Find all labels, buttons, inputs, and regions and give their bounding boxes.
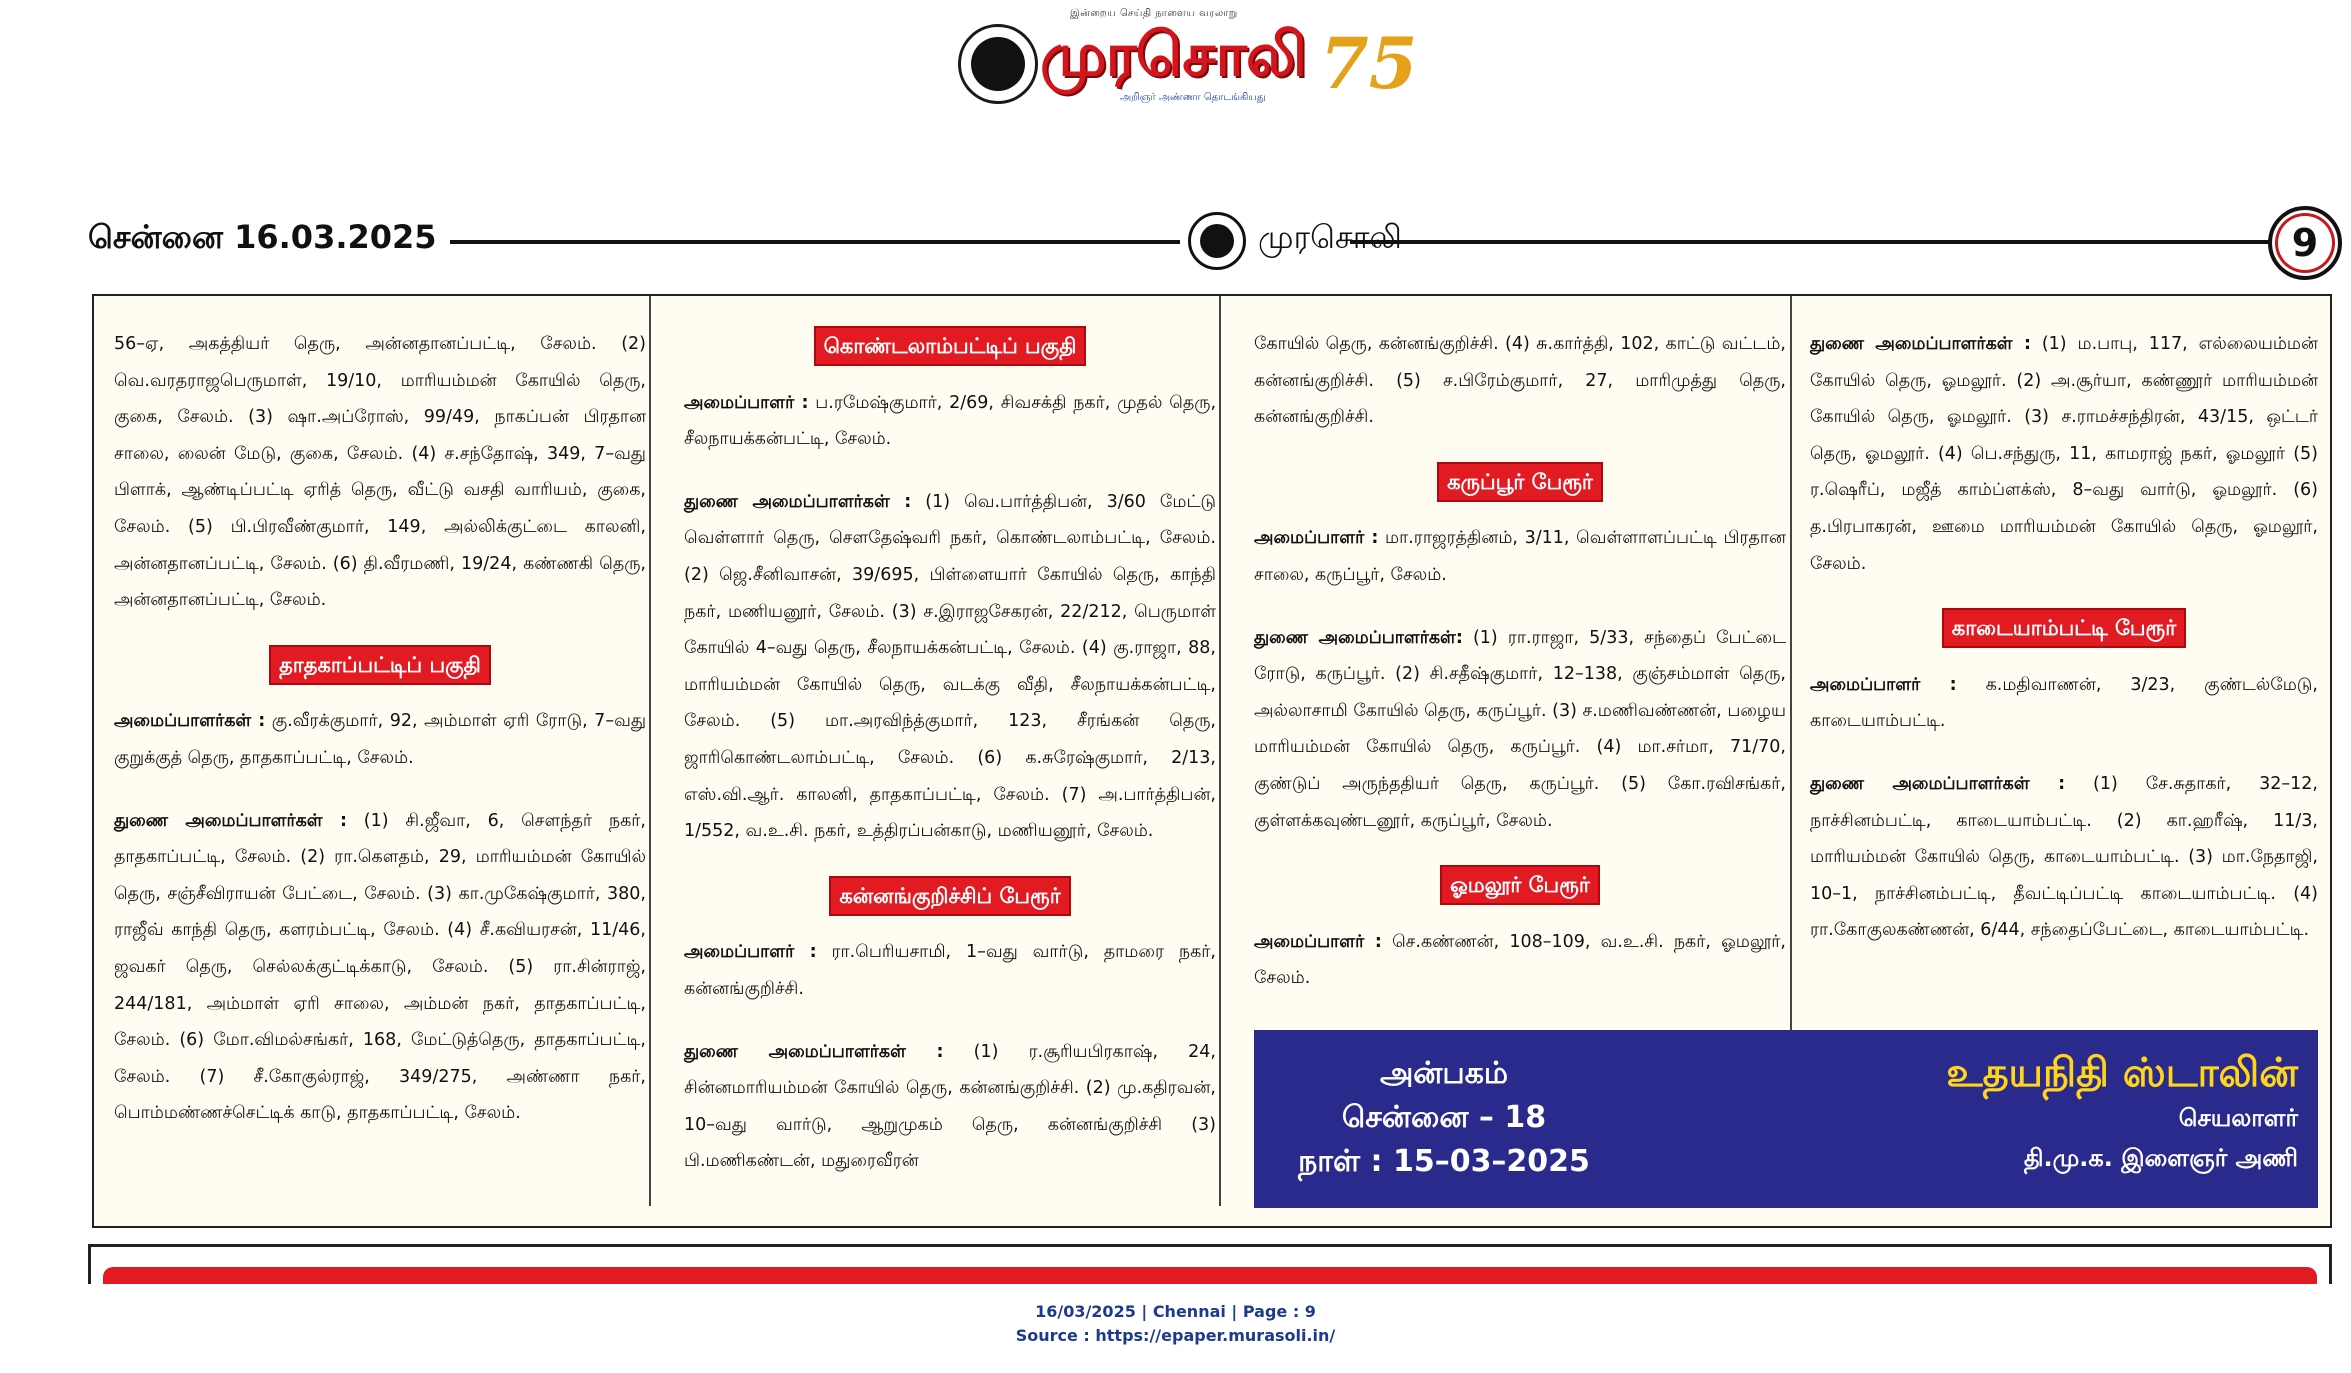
page-number-badge: 9 [2268, 206, 2342, 280]
section-heading-text: கொண்டலாம்பட்டிப் பகுதி [814, 326, 1087, 366]
section-heading [1254, 865, 1786, 906]
section-heading-text: காடையாம்பட்டி பேரூர் [1942, 608, 2186, 648]
role-text: ப.ரமேஷ்குமார், 2/69, சிவசக்தி நகர், முதல் தெரு, சீலநாயக்கன்பட்டி, சேலம். [684, 392, 1217, 450]
masthead-subline: அறிஞர் அண்ணா தொடங்கியது [1120, 92, 1266, 103]
paragraph [1810, 766, 2318, 949]
paragraph [114, 803, 646, 1132]
role-label: அமைப்பாளர் : [1810, 674, 1957, 695]
role-label: அமைப்பாளர் : [684, 392, 809, 413]
paragraph [1254, 924, 1786, 997]
section-heading [114, 645, 646, 686]
column-4 [1810, 326, 2318, 975]
role-text: மா.ராஜரத்தினம், 3/11, வெள்ளாளப்பட்டி பிரதான சாலை, கருப்பூர், சேலம். [1254, 528, 1786, 585]
role-label: துணை அமைப்பாளர்கள் : [684, 491, 912, 512]
column-divider [1790, 296, 1792, 1030]
paragraph [1254, 620, 1786, 840]
paragraph: கோயில் தெரு, கன்னங்குறிச்சி. (4) சு.கார்த்தி, 102, காட்டு வட்டம், கன்னங்குறிச்சி. (5) ச.பிரேம்குமார், 27, மாரிமுத்து தெரு, கன்னங்குறிச்சி. [1254, 334, 1786, 428]
role-label: துணை அமைப்பாளர்கள் : [684, 1041, 944, 1062]
paragraph [684, 1034, 1216, 1180]
role-text: க.மதிவாணன், 3/23, குண்டல்மேடு, காடையாம்பட்டி. [1810, 674, 2318, 732]
dateline: சென்னை 16.03.2025 [88, 218, 437, 256]
role-text: கு.வீரக்குமார், 92, அம்மாள் ஏரி ரோடு, 7–வது குறுக்குத் தெரு, தாதகாப்பட்டி, சேலம். [114, 711, 646, 768]
section-heading-text: தாதகாப்பட்டிப் பகுதி [269, 645, 491, 685]
header-rule-left [450, 240, 1180, 244]
notice-place: அன்பகம் [1379, 1056, 1509, 1091]
bottom-ad-banner [88, 1244, 2332, 1284]
article-frame [92, 294, 2332, 1228]
role-text: செ.கண்ணன், 108–109, வ.உ.சி. நகர், ஓமலூர், சேலம். [1254, 931, 1786, 989]
role-label: துணை அமைப்பாளர்கள்: [1254, 627, 1463, 648]
role-label: அமைப்பாளர் : [1254, 528, 1379, 549]
footer-source-link[interactable]: Source : https://epaper.murasoli.in/ [1015, 1326, 1336, 1345]
section-heading-text: கன்னங்குறிச்சிப் பேரூர் [829, 876, 1070, 916]
paper-name: முரசொலி [1258, 218, 1402, 256]
section-heading [684, 876, 1216, 917]
bull-seal-icon [958, 24, 1038, 104]
role-text: (1) சி.ஜீவா, 6, சௌந்தர் நகர், தாதகாப்பட்டி, சேலம். (2) ரா.கௌதம், 29, மாரியம்மன் கோயில் தெரு, சஞ்சீவிராயன் பேட்டை, சேலம். (3) கா.முகேஷ்குமார், 380, ராஜீவ் காந்தி தெரு, களரம்பட்டி, சேலம். (4) சீ.கவியரசன், 11/46, ஜவகர் தெரு, செல்லக்குட்டிக்காடு, சேலம். (5) ரா.சின்ராஜ், 244/181, அம்மாள் ஏரி சாலை, அம்மன் நகர், தாதகாப்பட்டி, சேலம். (6) மோ.விமல்சங்கர், 168, மேட்டுத்தெரு, தாதகாப்பட்டி, சேலம். (7) சீ.கோகுல்ராஜ், 349/275, அண்ணா நகர், பொம்மண்ணச்செட்டிக் காடு, தாதகாப்பட்டி, சேலம். [114, 810, 646, 1124]
role-label: அமைப்பாளர்கள் : [114, 711, 266, 732]
role-label: அமைப்பாளர் : [1254, 931, 1382, 952]
column-divider [649, 296, 651, 1206]
paragraph [684, 934, 1216, 1007]
masthead-logo [950, 8, 1418, 105]
section-heading [684, 326, 1216, 367]
masthead-wordmark: முரசொலி [1040, 20, 1306, 90]
paragraph [114, 703, 646, 776]
role-text: (1) ம.பாபு, 117, எல்லையம்மன் கோயில் தெரு, ஓமலூர். (2) அ.சூர்யா, கண்ணூர் மாரியம்மன் கோயில் தெரு, ஓமலூர். (3) ச.ராமச்சந்திரன், 43/15, ஒட்டர் தெரு, ஓமலூர். (4) பெ.சந்துரு, 11, காமராஜ் நகர், ஓமலூர் (5) ர.ஷெரீப், மஜீத் காம்ப்ளக்ஸ், 8–வது வார்டு, ஓமலூர். (6) த.பிரபாகரன், ஊமை மாரியம்மன் கோயில் தெரு, ஓமலூர், சேலம். [1810, 334, 2318, 574]
column-2 [684, 326, 1216, 1206]
section-heading-text: ஓமலூர் பேரூர் [1440, 865, 1600, 905]
paragraph [684, 484, 1216, 850]
paragraph [1810, 326, 2318, 582]
signatory-org: தி.மு.க. இளைஞர் அணி [2023, 1144, 2298, 1172]
signature-notice-box [1254, 1030, 2318, 1208]
role-text: (1) வெ.பார்த்திபன், 3/60 மேட்டு வெள்ளார் தெரு, சௌதேஷ்வரி நகர், கொண்டலாம்பட்டி, சேலம். (2) ஜெ.சீனிவாசன், 39/695, பிள்ளையார் கோயில் தெரு, காந்தி நகர், மணியனூர், சேலம். (3) ச.இராஜசேகரன், 22/212, பெருமாள் கோயில் 4–வது தெரு, சீலநாயக்கன்பட்டி, சேலம். (4) கு.ராஜா, 88, மாரியம்மன் கோயில் தெரு, வடக்கு வீதி, சீலநாயக்கன்பட்டி, சேலம். (5) மா.அரவிந்த்குமார், 123, சீரங்கன் தெரு, ஜாரிகொண்டலாம்பட்டி, சேலம். (6) க.சுரேஷ்குமார், 2/13, எஸ்.வி.ஆர். காலனி, தாதகாப்பட்டி, சேலம். (7) அ.பார்த்திபன், 1/552, வ.உ.சி. நகர், உத்திரப்பன்காடு, மணியனூர், சேலம். [684, 491, 1216, 842]
masthead-tagline: இன்றைய செய்தி நாளைய வரலாறு [1070, 8, 1238, 19]
paragraph: 56–ஏ, அகத்தியர் தெரு, அன்னதானப்பட்டி, சேலம். (2) வெ.வரதராஜபெருமாள், 19/10, மாரியம்மன் கோயில் தெரு, குகை, சேலம். (3) ஷா.அப்ரோஸ், 99/49, நாகப்பன் பிரதான சாலை, லைன் மேடு, குகை, சேலம். (4) ச.சந்தோஷ், 349, 7–வது பிளாக், ஆண்டிப்பட்டி ஏரித் தெரு, வீட்டு வசதி வாரியம், குகை, சேலம். (5) பி.பிரவீண்குமார், 149, அல்லிக்குட்டை காலனி, அன்னதானப்பட்டி, சேலம். (6) தி.வீரமணி, 19/24, கண்ணகி தெரு, அன்னதானப்பட்டி, சேலம். [114, 334, 646, 611]
notice-signatory [1946, 1048, 2298, 1178]
notice-city: சென்னை – 18 [1341, 1100, 1547, 1135]
paragraph [1254, 520, 1786, 593]
footer-page-info: 16/03/2025 | Chennai | Page : 9 [1035, 1302, 1316, 1321]
anniversary-mark: 75 [1320, 22, 1418, 105]
role-label: துணை அமைப்பாளர்கள் : [114, 810, 347, 831]
notice-address [1254, 1052, 1634, 1184]
role-text: (1) ரா.ராஜா, 5/33, சந்தைப் பேட்டை ரோடு, கருப்பூர். (2) சி.சதீஷ்குமார், 12–138, குஞ்சம்மாள் தெரு, அல்லாசாமி கோயில் தெரு, கருப்பூர். (3) ச.மணிவண்ணன், பழைய மாரியம்மன் கோயில் தெரு, கருப்பூர். (4) மா.சர்மா, 71/70, குண்டுப் அருந்ததியர் தெரு, கருப்பூர். (5) கோ.ரவிசங்கர், குள்ளக்கவுண்டனூர், கருப்பூர், சேலம். [1254, 627, 1786, 831]
section-heading-text: கருப்பூர் பேரூர் [1437, 462, 1603, 502]
paragraph [1810, 667, 2318, 740]
signatory-role: செயலாளர் [2178, 1104, 2298, 1132]
section-heading [1254, 462, 1786, 503]
header-rule-right [1350, 240, 2270, 244]
role-text: (1) ர.சூரியபிரகாஷ், 24, சின்னமாரியம்மன் கோயில் தெரு, கன்னங்குறிச்சி. (2) மு.கதிரவன், 10–வது வார்டு, ஆறுமுகம் தெரு, கன்னங்குறிச்சி (3) பி.மணிகண்டன், மதுரைவீரன் [684, 1041, 1216, 1172]
section-heading [1810, 608, 2318, 649]
banner-red-strip [103, 1267, 2317, 1284]
role-label: துணை அமைப்பாளர்கள் : [1810, 773, 2066, 794]
paragraph [684, 385, 1216, 458]
column-3 [1254, 326, 1786, 1023]
signatory-name: உதயநிதி ஸ்டாலின் [1946, 1050, 2298, 1096]
role-text: ரா.பெரியசாமி, 1–வது வார்டு, தாமரை நகர், கன்னங்குறிச்சி. [684, 942, 1216, 999]
bull-emblem-icon [1188, 212, 1246, 270]
column-divider [1219, 296, 1221, 1206]
page-header [88, 212, 2338, 276]
role-label: துணை அமைப்பாளர்கள் : [1810, 334, 2031, 354]
notice-date: நாள் : 15–03–2025 [1298, 1144, 1590, 1179]
column-1 [114, 326, 646, 1158]
role-label: அமைப்பாளர் : [684, 942, 817, 963]
role-text: (1) சே.சுதாகர், 32–12, நாச்சினம்பட்டி, காடையாம்பட்டி. (2) கா.ஹரீஷ், 11/3, மாரியம்மன் கோயில் தெரு, காடையாம்பட்டி. (3) மா.நேதாஜி, 10–1, நாச்சினம்பட்டி, தீவட்டிப்பட்டி காடையாம்பட்டி. (4) ரா.கோகுலகண்ணன், 6/44, சந்தைப்பேட்டை, காடையாம்பட்டி. [1810, 773, 2318, 941]
